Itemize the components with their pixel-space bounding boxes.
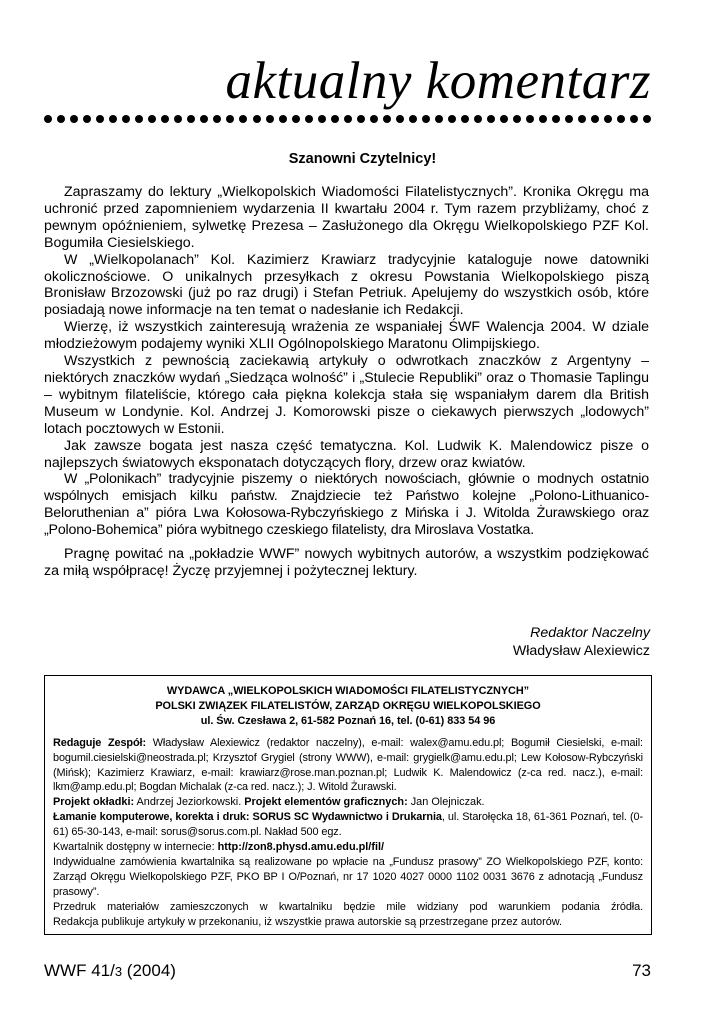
issue-number: 3 [114, 964, 123, 979]
graphics-text: Jan Olejniczak. [410, 796, 485, 809]
team-text: Władysław Alexiewicz (redaktor naczelny), e-mail: walex@amu.edu.pl; Bogumił Ciesielski, e-mail: bogumil.ciesielski@neostrada.pl; Krzysztof Grygiel (strony WWW), e-mail: grygielk@amu.edu.pl; Lew Kołosow-Rybczyński (Mińsk); Kazimierz Krawiarz, e-mail: krawiarz@rose.man.poznan.pl; Ludwik K. Malendowicz (z-ca red. nacz.), e-mail: lkm@amp.edu.pl; Bogdan Michalak (z-ca red. nacz.); J. Witold Żurawski. [53, 736, 643, 794]
paragraph: Zapraszamy do lektury „Wielkopolskich Wiadomości Filatelistycznych”. Kronika Okręgu ma uchronić przed zapomnieniem wydarzenia II kwartału 2004 r. Tym razem przybliżamy, choć z pewnym opóźnieniem, sylwetkę Prezesa – Zasłużonego dla Okręgu Wielkopolskiego PZF Kol. Bogumiła Ciesielskiego. [44, 184, 649, 251]
paragraph: Jak zawsze bogata jest nasza część tematyczna. Kol. Ludwik K. Malendowicz pisze o najlepszych światowych eksponatach dotyczących flory, drzew oraz kwiatów. [44, 437, 649, 471]
orders-info: Indywidualne zamówienia kwartalnika są realizowane po wpłacie na „Fundusz prasowy” ZO Wielkopolskiego PZF, konto: Zarząd Okręgu Wielkopolskiego PZF, PKO BP I O/Poznań, nr 17 1020 4027 0000 1102 0031 3676 z adnotacją „Fundusz prasowy”. [53, 855, 643, 898]
print-label: Łamanie komputerowe, korekta i druk: SORUS SC Wydawnictwo i Drukarnia [53, 811, 442, 824]
paragraph: Wszystkich z pewnością zaciekawią artykuły o odwrotkach znaczków z Argentyny – niektórych znaczków wydań „Siedząca wolność” i „Stulecie Republiki” oraz o Thomasie Taplingu – wybitnym filateliście, którego cała piękna kolekcja stała się wspaniałym darem dla British Museum w Londynie. Kol. Andrzej J. Komorowski pisze o ciekawych pierwszych „lodowych” lotach pocztowych w Estonii. [44, 353, 649, 437]
paragraph: W „Polonikach” tradycyjnie piszemy o niektórych nowościach, głównie o modnych ostatnio wspólnych emisjach kilku państw. Znajdziecie też Państwo kolejne „Polono-Lithuanico-Beloruthenian a” pióra Lwa Kołosowa-Rybczyńskiego z Mińska i J. Witolda Żurawskiego oraz „Polono-Bohemica” pióra wybitnego czeskiego filatelisty, dra Miroslava Vostatka. [44, 471, 649, 539]
dotted-divider [44, 112, 652, 126]
issue-year: (2004) [122, 961, 176, 980]
print-text: , ul. Starołęcka 18, 61-361 Poznań, tel. (0-61) 65-30-143, e-mail: sorus@sorus.com.pl. Nakład 500 egz. [53, 811, 643, 839]
journal-issue [44, 960, 176, 983]
paragraph: Pragnę powitać na „pokładzie WWF” nowych wybitnych autorów, a wszystkim podziękować za miłą współpracę! Życzę przyjemnej i pożytecznej lektury. [44, 546, 649, 579]
cover-credits [53, 795, 643, 810]
team-label: Redaguje Zespół: [53, 736, 146, 749]
salutation: Szanowni Czytelnicy! [288, 151, 437, 167]
cover-text: Andrzej Jeziorkowski. [136, 796, 242, 809]
online-text: Kwartalnik dostępny w internecie: [53, 841, 218, 854]
signature-name: Władysław Alexiewicz [512, 643, 650, 659]
page-number: 73 [632, 961, 651, 980]
letter-body [44, 184, 649, 580]
publisher-line: WYDAWCA „WIELKOPOLSKICH WIADOMOŚCI FILATELISTYCZNYCH” [166, 685, 530, 697]
paragraph: W „Wielkopolanach” Kol. Kazimierz Krawiarz tradycyjnie kataloguje nowe datowniki okolicznościowe. O unikalnych przesyłkach z okresu Powstania Wielkopolskiego piszą Bronisław Brzozowski (już po raz drugi) i Stefan Petriuk. Apelujemy do wszystkich osób, które posiadają nowe informacje na ten temat o nadesłanie ich Redakcji. [44, 251, 649, 319]
materials-info: Przedruk materiałów zamieszczonych w kwartalniku będzie mile widziany pod warunkiem podania źródła. [53, 900, 643, 913]
publisher-imprint-box [44, 675, 652, 935]
print-credits [53, 810, 643, 840]
editorial-team [53, 736, 643, 796]
graphics-label: Projekt elementów graficznych: [244, 796, 408, 809]
address-line: ul. Św. Czesława 2, 61-582 Poznań 16, tel. (0-61) 833 54 96 [200, 714, 496, 727]
paragraph: Wierzę, iż wszystkich zainteresują wrażenia ze wspaniałej ŚWF Walencja 2004. W dziale młodzieżowym podajemy wyniki XLII Ogólnopolskiego Maratonu Olimpijskiego. [44, 319, 649, 353]
rights-info: Redakcja publikuje artykuły w przekonaniu, iż wszystkie prawa autorskie są przestrzegane przez autorów. [53, 915, 563, 928]
online-url[interactable]: http://zon8.physd.amu.edu.pl/fil/ [217, 841, 385, 854]
journal-name: WWF 41/ [44, 961, 115, 980]
online-availability [53, 840, 643, 855]
cover-label: Projekt okładki: [53, 796, 135, 809]
signature-role: Redaktor Naczelny [530, 625, 650, 641]
organization-line: POLSKI ZWIĄZEK FILATELISTÓW, ZARZĄD OKRĘGU WIELKOPOLSKIEGO [155, 699, 541, 712]
page-title: aktualny komentarz [225, 52, 651, 110]
